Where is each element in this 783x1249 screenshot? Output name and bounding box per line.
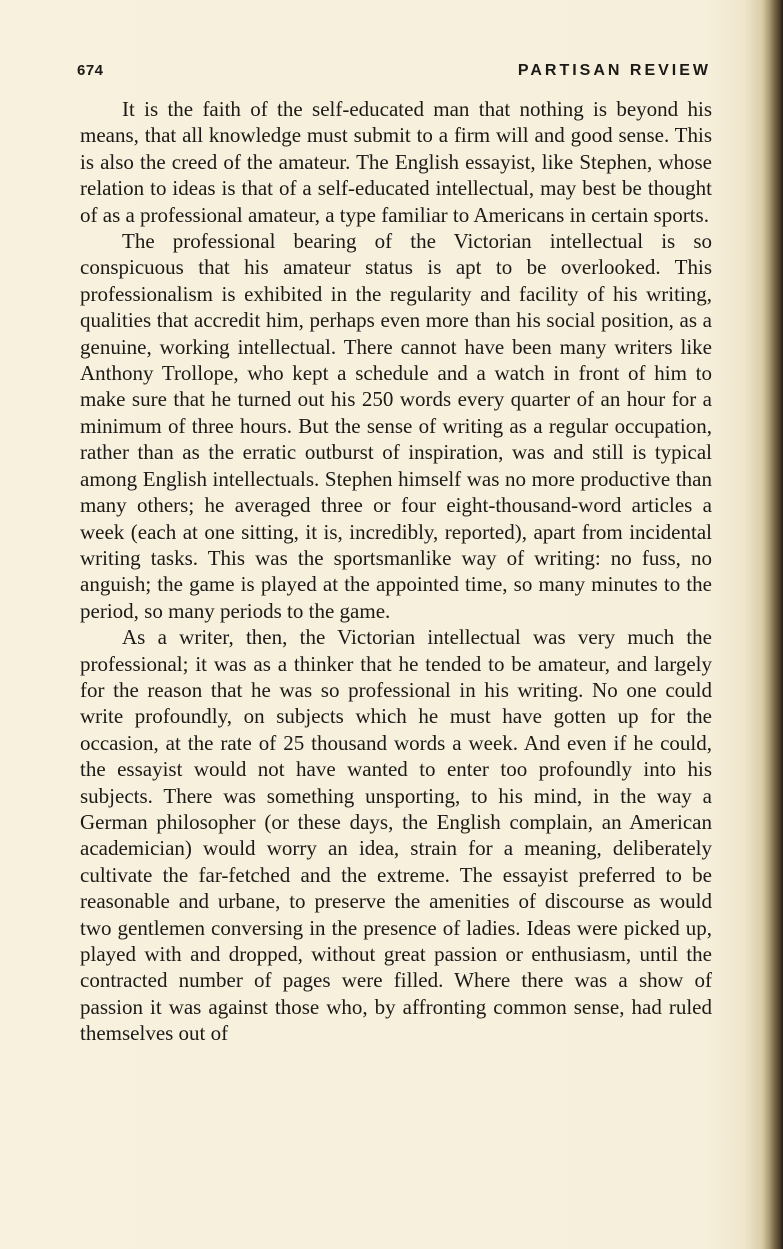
running-head: PARTISAN REVIEW <box>517 62 711 79</box>
book-spine-edge <box>761 0 783 1249</box>
body-text <box>80 96 712 1047</box>
paragraph: The professional bearing of the Victorian intellectual is so conspicuous that his amateur status is apt to be overlooked. This professionalism is exhibited in the regularity and facility of his writing, qualities that accredit him, perhaps even more than his social position, as a genuine, working intellectual. There cannot have been many writers like Anthony Trollope, who kept a schedule and a watch in front of him to make sure that he turned out his 250 words every quarter of an hour for a minimum of three hours. But the sense of writing as a regular occupation, rather than as the erratic outburst of inspiration, was and still is typical among English intellectuals. Stephen himself was no more productive than many others; he averaged three or four eight-thousand-word articles a week (each at one sitting, it is, incredibly, reported), apart from incidental writing tasks. This was the sportsmanlike way of writing: no fuss, no anguish; the game is played at the appointed time, so many minutes to the period, so many periods to the game. <box>80 229 712 623</box>
page-header <box>77 62 711 86</box>
paragraph: It is the faith of the self-educated man that nothing is beyond his means, that all knowledge must submit to a firm will and good sense. This is also the creed of the amateur. The English essayist, like Stephen, whose relation to ideas is that of a self-educated intellectual, may best be thought of as a professional amateur, a type familiar to Americans in certain sports. <box>80 97 712 227</box>
paragraph: As a writer, then, the Victorian intellectual was very much the professional; it was as a thinker that he tended to be amateur, and largely for the reason that he was so professional in his writing. No one could write profoundly, on subjects which he must have gotten up for the occasion, at the rate of 25 thousand words a week. And even if he could, the essayist would not have wanted to enter too profoundly into his subjects. There was something unsporting, to his mind, in the way a German philosopher (or these days, the English complain, an American academician) would worry an idea, strain for a meaning, deliberately cultivate the far-fetched and the extreme. The essayist preferred to be reasonable and urbane, to preserve the amenities of discourse as would two gentlemen conversing in the presence of ladies. Ideas were picked up, played with and dropped, without great passion or enthusiasm, until the contracted number of pages were filled. Where there was a show of passion it was against those who, by affronting common sense, had ruled themselves out of <box>80 625 712 1046</box>
page-number: 674 <box>77 62 104 79</box>
